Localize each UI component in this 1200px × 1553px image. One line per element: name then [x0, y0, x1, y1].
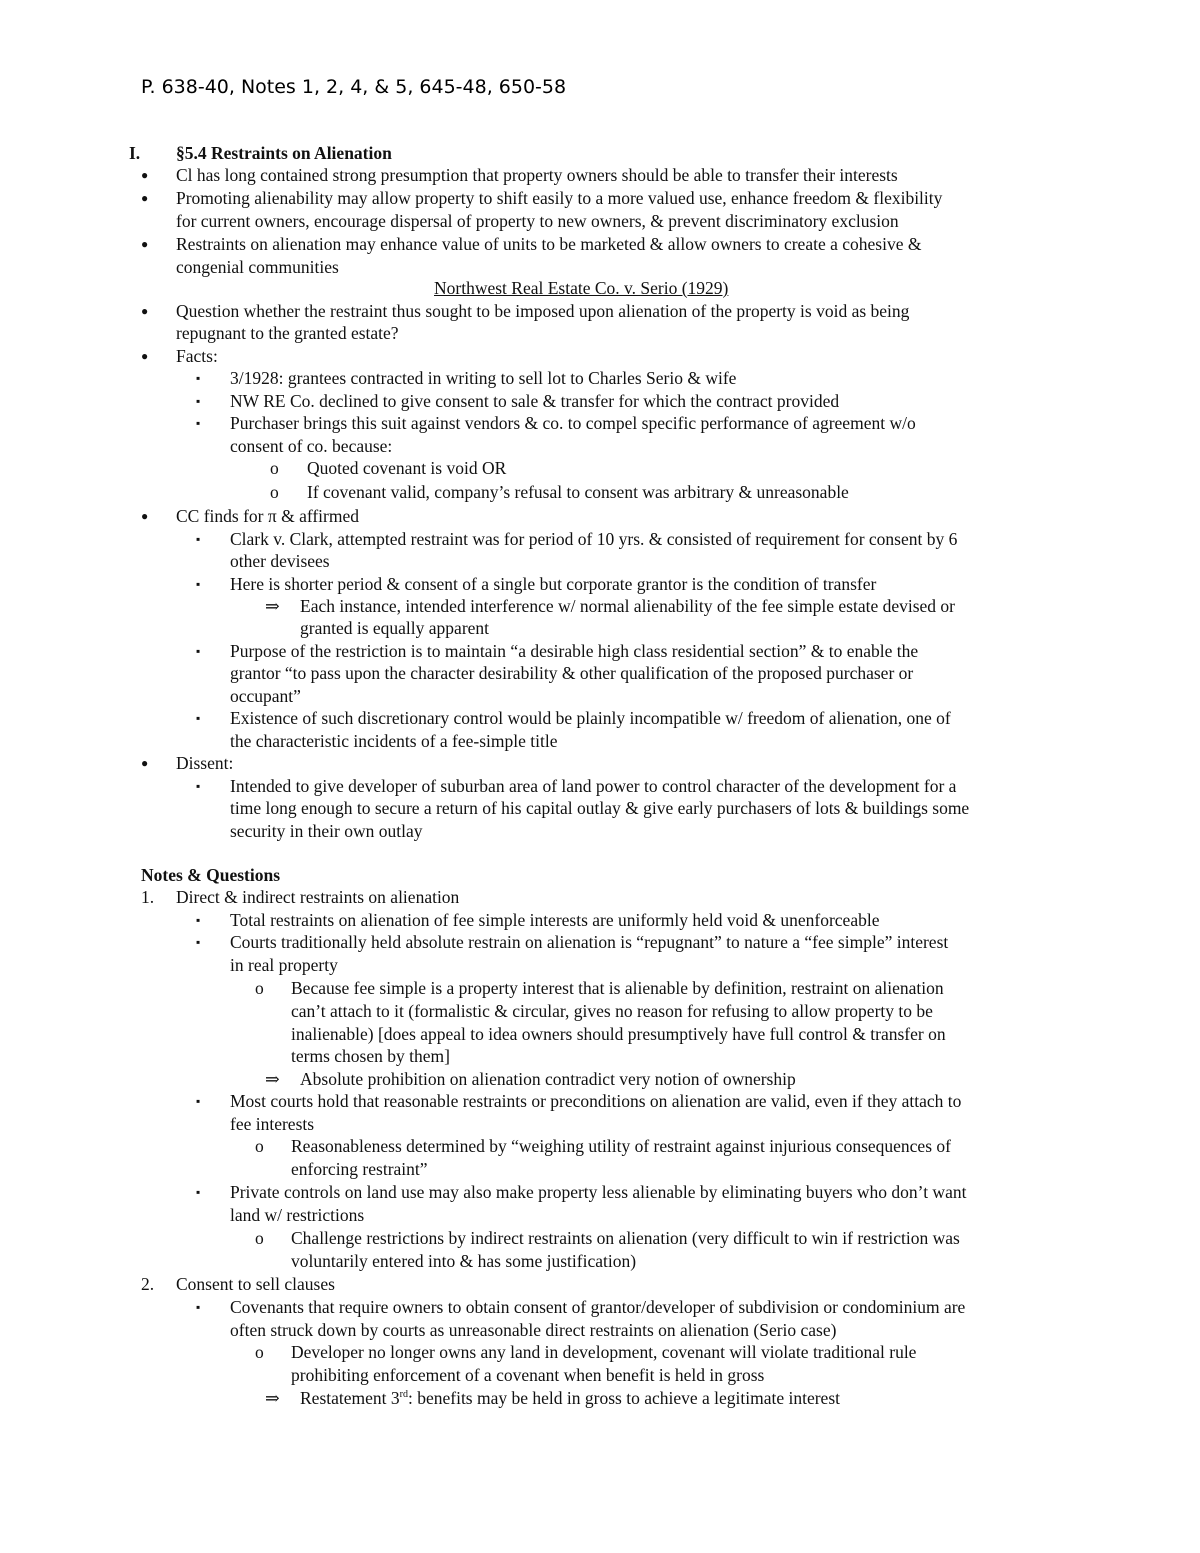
- square-marker: ▪: [196, 394, 201, 408]
- list-item-cont: granted is equally apparent: [300, 618, 490, 638]
- square-marker: ▪: [196, 416, 201, 430]
- list-item: Challenge restrictions by indirect restraints on alienation (very difficult to win if restriction was: [291, 1228, 960, 1248]
- square-marker: ▪: [196, 779, 201, 793]
- list-item: Purchaser brings this suit against vendors & co. to compel specific performance of agreement w/o: [230, 413, 916, 433]
- section-numeral: I.: [129, 143, 141, 163]
- list-item-cont: enforcing restraint”: [291, 1159, 428, 1179]
- list-item: Promoting alienability may allow property to shift easily to a more valued use, enhance freedom & flexibility: [176, 188, 943, 208]
- list-item: Covenants that require owners to obtain consent of grantor/developer of subdivision or condominium are: [230, 1297, 966, 1317]
- list-item-cont: other devisees: [230, 551, 330, 571]
- list-item-cont: land w/ restrictions: [230, 1205, 365, 1225]
- circle-marker: o: [255, 1342, 264, 1362]
- section-heading: §5.4 Restraints on Alienation: [176, 143, 392, 163]
- list-item-cont: often struck down by courts as unreasonable direct restraints on alienation (Serio case): [230, 1320, 837, 1340]
- square-marker: ▪: [196, 1300, 201, 1314]
- circle-marker: o: [270, 482, 279, 502]
- list-item-cont: security in their own outlay: [230, 821, 423, 841]
- square-marker: ▪: [196, 644, 201, 658]
- list-item: Here is shorter period & consent of a single but corporate grantor is the condition of transfer: [230, 574, 877, 594]
- arrow-marker: ⇒: [265, 1388, 280, 1408]
- list-item: Facts:: [176, 346, 218, 366]
- bullet-marker: ●: [141, 304, 149, 318]
- list-item-cont: grantor “to pass upon the character desirability & other qualification of the proposed purchaser or: [230, 663, 914, 683]
- list-number: 1.: [141, 887, 155, 907]
- circle-marker: o: [255, 978, 264, 998]
- list-item: Cl has long contained strong presumption that property owners should be able to transfer their interests: [176, 165, 898, 185]
- list-item: Total restraints on alienation of fee simple interests are uniformly held void & unenforceable: [230, 910, 880, 930]
- list-item: Existence of such discretionary control would be plainly incompatible w/ freedom of alienation, one of: [230, 708, 951, 728]
- list-item: Absolute prohibition on alienation contradict very notion of ownership: [300, 1069, 796, 1089]
- circle-marker: o: [255, 1228, 264, 1248]
- bullet-marker: ●: [141, 509, 149, 523]
- list-item: Most courts hold that reasonable restraints or preconditions on alienation are valid, even if they attach to: [230, 1091, 962, 1111]
- square-marker: ▪: [196, 913, 201, 927]
- list-item-cont: terms chosen by them]: [291, 1046, 450, 1066]
- square-marker: ▪: [196, 532, 201, 546]
- list-item-cont: fee interests: [230, 1114, 315, 1134]
- list-item: Courts traditionally held absolute restrain on alienation is “repugnant” to nature a “fee simple” interest: [230, 932, 949, 952]
- list-item-cont: consent of co. because:: [230, 436, 393, 456]
- list-item: If covenant valid, company’s refusal to consent was arbitrary & unreasonable: [307, 482, 849, 502]
- list-item: NW RE Co. declined to give consent to sale & transfer for which the contract provided: [230, 391, 840, 411]
- list-item: Dissent:: [176, 753, 234, 773]
- list-item: Because fee simple is a property interest that is alienable by definition, restraint on alienation: [291, 978, 944, 998]
- list-item: 3/1928: grantees contracted in writing to sell lot to Charles Serio & wife: [230, 368, 737, 388]
- circle-marker: o: [255, 1136, 264, 1156]
- list-item-cont: time long enough to secure a return of his capital outlay & give early purchasers of lots & buildings some: [230, 798, 970, 818]
- list-item: Each instance, intended interference w/ normal alienability of the fee simple estate devised or: [300, 596, 956, 616]
- ordinal-suffix: rd: [399, 1389, 408, 1401]
- notes-heading: Notes & Questions: [141, 865, 281, 885]
- square-marker: ▪: [196, 935, 201, 949]
- list-item-cont: for current owners, encourage dispersal of property to new owners, & prevent discriminatory exclusion: [176, 211, 899, 231]
- list-item-cont: repugnant to the granted estate?: [176, 323, 399, 343]
- list-item: [300, 1387, 840, 1410]
- case-title: Northwest Real Estate Co. v. Serio (1929): [434, 278, 729, 298]
- list-item: Reasonableness determined by “weighing utility of restraint against injurious consequences of: [291, 1136, 951, 1156]
- list-item: Consent to sell clauses: [176, 1274, 335, 1294]
- list-item-cont: prohibiting enforcement of a covenant when benefit is held in gross: [291, 1365, 765, 1385]
- list-item-cont: the characteristic incidents of a fee-simple title: [230, 731, 558, 751]
- list-item-cont: occupant”: [230, 686, 301, 706]
- list-item-cont: voluntarily entered into & has some justification): [291, 1251, 637, 1271]
- square-marker: ▪: [196, 577, 201, 591]
- restatement-text: Restatement 3: [300, 1388, 400, 1408]
- square-marker: ▪: [196, 371, 201, 385]
- list-item: Quoted covenant is void OR: [307, 458, 507, 478]
- list-item-cont: inalienable) [does appeal to idea owners should presumptively have full control & transfer on: [291, 1024, 946, 1044]
- list-item: Question whether the restraint thus sought to be imposed upon alienation of the property is void as being: [176, 301, 910, 321]
- list-item: Intended to give developer of suburban area of land power to control character of the development for a: [230, 776, 957, 796]
- list-item: Purpose of the restriction is to maintain “a desirable high class residential section” & to enable the: [230, 641, 919, 661]
- square-marker: ▪: [196, 1185, 201, 1199]
- bullet-marker: ●: [141, 349, 149, 363]
- list-item: Developer no longer owns any land in development, covenant will violate traditional rule: [291, 1342, 917, 1362]
- list-item: CC finds for π & affirmed: [176, 506, 359, 526]
- list-item: Restraints on alienation may enhance value of units to be marketed & allow owners to create a cohesive &: [176, 234, 922, 254]
- list-item-cont: in real property: [230, 955, 338, 975]
- bullet-marker: ●: [141, 191, 149, 205]
- arrow-marker: ⇒: [265, 1069, 280, 1089]
- square-marker: ▪: [196, 711, 201, 725]
- list-item-cont: can’t attach to it (formalistic & circular, gives no reason for refusing to allow property to be: [291, 1001, 933, 1021]
- bullet-marker: ●: [141, 168, 149, 182]
- list-number: 2.: [141, 1274, 155, 1294]
- list-item-cont: congenial communities: [176, 257, 339, 277]
- bullet-marker: ●: [141, 756, 149, 770]
- restatement-rest: : benefits may be held in gross to achieve a legitimate interest: [407, 1388, 840, 1408]
- arrow-marker: ⇒: [265, 596, 280, 616]
- list-item: Direct & indirect restraints on alienation: [176, 887, 460, 907]
- list-item: Private controls on land use may also make property less alienable by eliminating buyers who don’t want: [230, 1182, 967, 1202]
- bullet-marker: ●: [141, 237, 149, 251]
- square-marker: ▪: [196, 1094, 201, 1108]
- page-title: P. 638-40, Notes 1, 2, 4, & 5, 645-48, 650-58: [141, 76, 567, 98]
- circle-marker: o: [270, 458, 279, 478]
- list-item: Clark v. Clark, attempted restraint was for period of 10 yrs. & consisted of requirement for consent by 6: [230, 529, 958, 549]
